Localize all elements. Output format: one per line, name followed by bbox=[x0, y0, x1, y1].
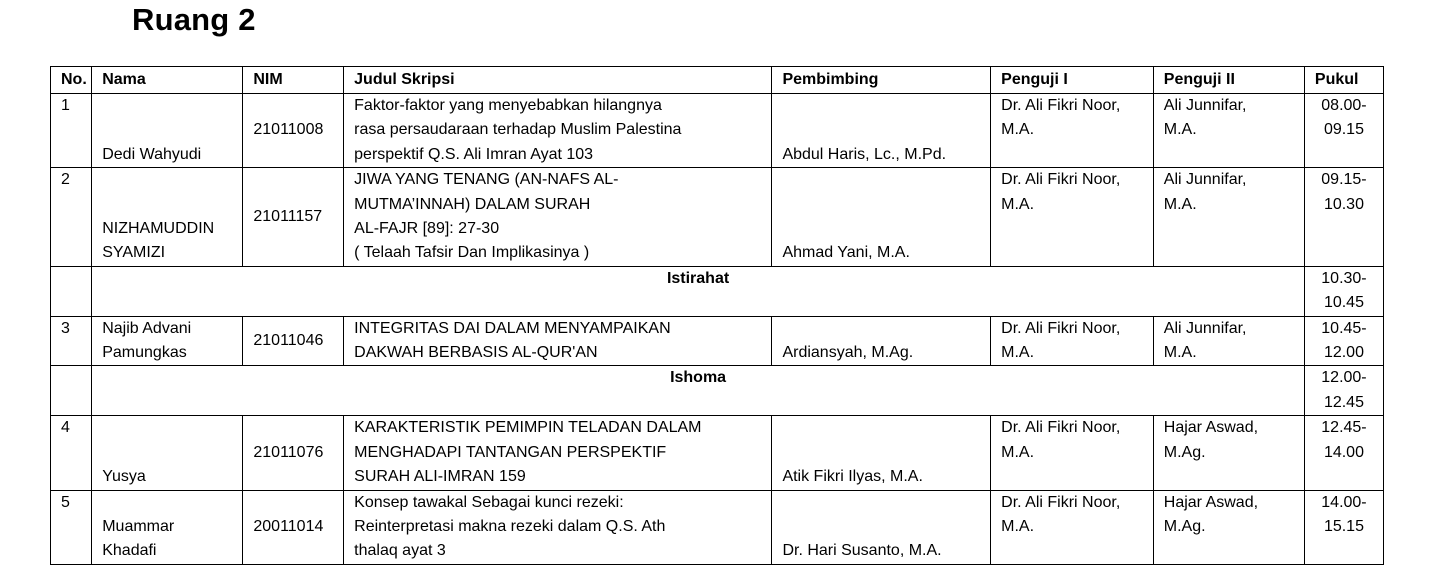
header-pukul: Pukul bbox=[1304, 67, 1383, 94]
cell-nama bbox=[92, 316, 243, 366]
header-nim: NIM bbox=[243, 67, 344, 94]
cell-no: 2 bbox=[51, 168, 92, 267]
cell-nama bbox=[92, 94, 243, 168]
penguji-2-line: Ali Junnifar, bbox=[1163, 171, 1247, 189]
judul-line: JIWA YANG TENANG (AN-NAFS AL- bbox=[354, 171, 619, 189]
judul-line: thalaq ayat 3 bbox=[354, 542, 446, 560]
cell-nim: 21011046 bbox=[243, 316, 344, 366]
judul-line: KARAKTERISTIK PEMIMPIN TELADAN DALAM bbox=[354, 419, 702, 437]
judul-line: perspektif Q.S. Ali Imran Ayat 103 bbox=[354, 145, 594, 163]
cell-penguji-1 bbox=[991, 490, 1154, 564]
cell-no-empty bbox=[51, 366, 92, 416]
cell-nim: 21011157 bbox=[243, 168, 344, 267]
cell-pembimbing: Ahmad Yani, M.A. bbox=[772, 168, 991, 267]
cell-judul bbox=[344, 490, 772, 564]
cell-no: 3 bbox=[51, 316, 92, 366]
judul-line: SURAH ALI-IMRAN 159 bbox=[354, 468, 526, 486]
cell-pukul bbox=[1304, 316, 1383, 366]
penguji-2-line: Ali Junnifar, bbox=[1163, 97, 1247, 114]
pukul-end: 10.45 bbox=[1323, 294, 1364, 312]
penguji-2-line: Hajar Aswad, bbox=[1163, 493, 1259, 511]
cell-judul bbox=[344, 168, 772, 267]
penguji-1-line: Dr. Ali Fikri Noor, bbox=[1001, 319, 1121, 337]
nama-line: Yusya bbox=[102, 468, 146, 486]
cell-nim: 21011076 bbox=[243, 416, 344, 490]
cell-pukul bbox=[1304, 366, 1383, 416]
penguji-1-line: M.A. bbox=[1001, 443, 1035, 461]
table-row bbox=[51, 316, 1384, 366]
judul-line: MUTMA’INNAH) DALAM SURAH bbox=[354, 195, 591, 213]
cell-no: 1 bbox=[51, 94, 92, 168]
judul-line: Konsep tawakal Sebagai kunci rezeki: bbox=[354, 493, 624, 511]
schedule-table bbox=[50, 66, 1384, 565]
cell-pukul bbox=[1304, 490, 1383, 564]
cell-pembimbing: Abdul Haris, Lc., M.Pd. bbox=[772, 94, 991, 168]
pukul-start: 10.45- bbox=[1321, 319, 1367, 337]
pukul-start: 12.45- bbox=[1321, 419, 1367, 437]
nama-line: SYAMIZI bbox=[102, 244, 166, 262]
pukul-end: 15.15 bbox=[1323, 517, 1364, 535]
nama-line: Pamungkas bbox=[102, 344, 187, 362]
judul-line: AL-FAJR [89]: 27-30 bbox=[354, 220, 500, 238]
cell-penguji-2 bbox=[1153, 168, 1304, 267]
cell-penguji-1 bbox=[991, 316, 1154, 366]
cell-no: 4 bbox=[51, 416, 92, 490]
judul-line: ( Telaah Tafsir Dan Implikasinya ) bbox=[354, 244, 590, 262]
header-pembimbing: Pembimbing bbox=[772, 67, 991, 94]
break-label: Ishoma bbox=[92, 366, 1305, 416]
cell-penguji-2 bbox=[1153, 490, 1304, 564]
judul-line: Faktor-faktor yang menyebabkan hilangnya bbox=[354, 97, 662, 114]
cell-penguji-1 bbox=[991, 168, 1154, 267]
header-penguji-1: Penguji I bbox=[991, 67, 1154, 94]
header-judul: Judul Skripsi bbox=[344, 67, 772, 94]
cell-pukul bbox=[1304, 266, 1383, 316]
table-row bbox=[51, 416, 1384, 490]
break-row bbox=[51, 366, 1384, 416]
penguji-1-line: Dr. Ali Fikri Noor, bbox=[1001, 97, 1121, 114]
table-row bbox=[51, 168, 1384, 267]
cell-penguji-2 bbox=[1153, 416, 1304, 490]
pukul-end: 10.30 bbox=[1323, 195, 1364, 213]
penguji-1-line: M.A. bbox=[1001, 517, 1035, 535]
penguji-1-line: Dr. Ali Fikri Noor, bbox=[1001, 171, 1121, 189]
cell-pembimbing: Atik Fikri Ilyas, M.A. bbox=[772, 416, 991, 490]
penguji-2-line: M.A. bbox=[1163, 121, 1197, 139]
cell-nim: 21011008 bbox=[243, 94, 344, 168]
penguji-1-line: Dr. Ali Fikri Noor, bbox=[1001, 419, 1121, 437]
nama-line: Najib Advani bbox=[102, 319, 192, 337]
penguji-1-line: M.A. bbox=[1001, 121, 1035, 139]
cell-penguji-1 bbox=[991, 94, 1154, 168]
header-no: No. bbox=[51, 67, 92, 94]
pukul-start: 14.00- bbox=[1321, 493, 1367, 511]
nama-line: Khadafi bbox=[102, 542, 157, 560]
table-row bbox=[51, 94, 1384, 168]
cell-judul bbox=[344, 94, 772, 168]
judul-line: MENGHADAPI TANTANGAN PERSPEKTIF bbox=[354, 443, 667, 461]
nama-line: Muammar bbox=[102, 517, 175, 535]
cell-judul bbox=[344, 416, 772, 490]
penguji-2-line: M.A. bbox=[1163, 195, 1197, 213]
pukul-start: 12.00- bbox=[1321, 369, 1367, 387]
nama-line: Dedi Wahyudi bbox=[102, 145, 202, 163]
header-penguji-2: Penguji II bbox=[1153, 67, 1304, 94]
cell-pembimbing: Dr. Hari Susanto, M.A. bbox=[772, 490, 991, 564]
cell-no-empty bbox=[51, 266, 92, 316]
header-nama: Nama bbox=[92, 67, 243, 94]
cell-pembimbing: Ardiansyah, M.Ag. bbox=[772, 316, 991, 366]
break-row bbox=[51, 266, 1384, 316]
pukul-end: 09.15 bbox=[1323, 121, 1364, 139]
cell-pukul bbox=[1304, 94, 1383, 168]
penguji-2-line: M.Ag. bbox=[1163, 517, 1206, 535]
page-title: Ruang 2 bbox=[132, 2, 256, 37]
penguji-2-line: M.Ag. bbox=[1163, 443, 1206, 461]
pukul-end: 12.45 bbox=[1323, 393, 1364, 411]
penguji-2-line: Hajar Aswad, bbox=[1163, 419, 1259, 437]
table-row bbox=[51, 490, 1384, 564]
cell-penguji-2 bbox=[1153, 316, 1304, 366]
pukul-start: 10.30- bbox=[1321, 269, 1367, 287]
cell-penguji-2 bbox=[1153, 94, 1304, 168]
penguji-2-line: Ali Junnifar, bbox=[1163, 319, 1247, 337]
cell-nama bbox=[92, 416, 243, 490]
judul-line: INTEGRITAS DAI DALAM MENYAMPAIKAN bbox=[354, 319, 671, 337]
judul-line: Reinterpretasi makna rezeki dalam Q.S. Ath bbox=[354, 517, 666, 535]
cell-nama bbox=[92, 168, 243, 267]
header-row bbox=[51, 67, 1384, 94]
cell-pukul bbox=[1304, 168, 1383, 267]
penguji-2-line: M.A. bbox=[1163, 344, 1197, 362]
judul-line: DAKWAH BERBASIS AL-QUR'AN bbox=[354, 344, 598, 362]
pukul-end: 12.00 bbox=[1323, 344, 1364, 362]
penguji-1-line: M.A. bbox=[1001, 195, 1035, 213]
nama-line: NIZHAMUDDIN bbox=[102, 220, 215, 238]
pukul-start: 09.15- bbox=[1321, 171, 1367, 189]
cell-penguji-1 bbox=[991, 416, 1154, 490]
cell-no: 5 bbox=[51, 490, 92, 564]
cell-judul bbox=[344, 316, 772, 366]
penguji-1-line: M.A. bbox=[1001, 344, 1035, 362]
cell-pukul bbox=[1304, 416, 1383, 490]
cell-nama bbox=[92, 490, 243, 564]
pukul-end: 14.00 bbox=[1323, 443, 1364, 461]
penguji-1-line: Dr. Ali Fikri Noor, bbox=[1001, 493, 1121, 511]
pukul-start: 08.00- bbox=[1321, 97, 1367, 114]
judul-line: rasa persaudaraan terhadap Muslim Palestina bbox=[354, 121, 682, 139]
cell-nim: 20011014 bbox=[243, 490, 344, 564]
break-label: Istirahat bbox=[92, 266, 1305, 316]
